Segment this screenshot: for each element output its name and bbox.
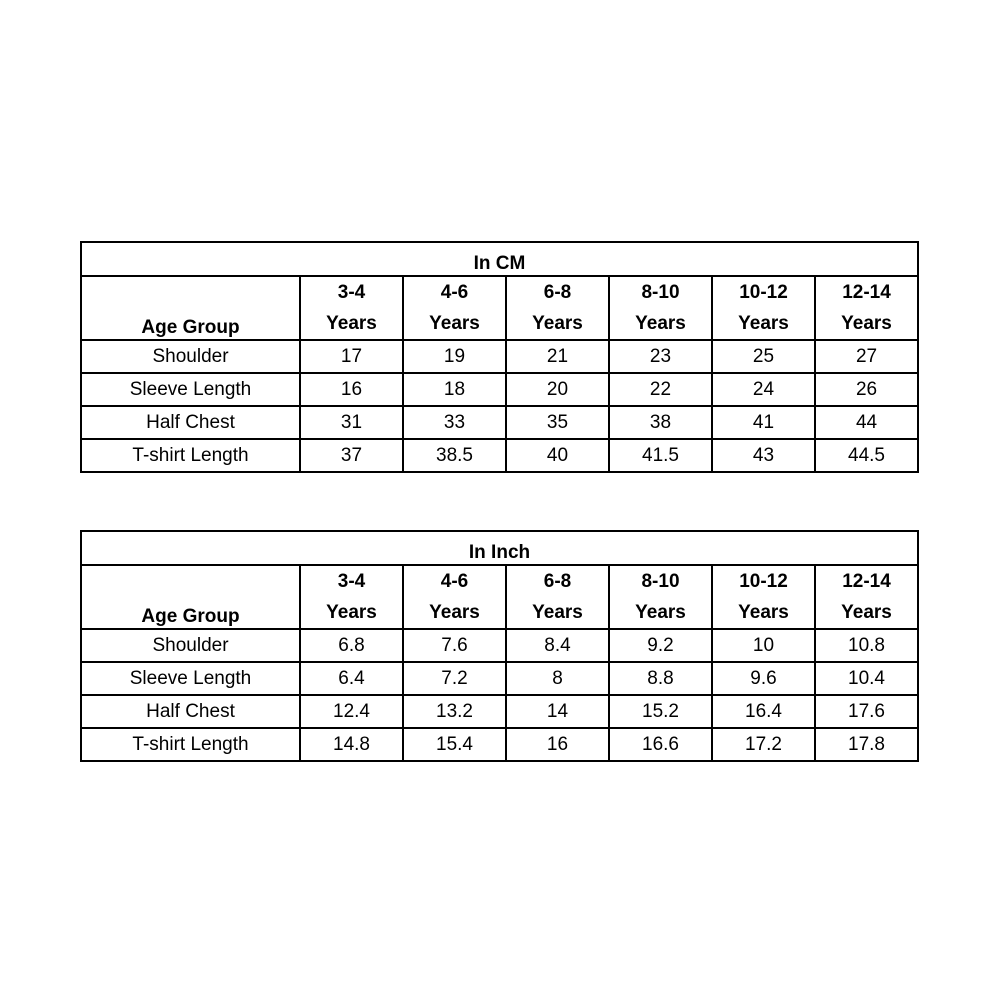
table-cell: 20 — [506, 373, 609, 406]
table-cell: 16 — [506, 728, 609, 761]
column-header-unit: Years — [738, 313, 789, 334]
table-cell: 6.8 — [300, 629, 403, 662]
table-row — [81, 406, 918, 439]
column-header — [403, 276, 506, 340]
table-cell: 35 — [506, 406, 609, 439]
column-header-range: 6-8 — [543, 571, 572, 592]
column-header — [815, 276, 918, 340]
table-cell: 10.4 — [815, 662, 918, 695]
table-cell: 16.4 — [712, 695, 815, 728]
column-header — [506, 276, 609, 340]
column-header-unit: Years — [429, 602, 480, 623]
table-cell: 33 — [403, 406, 506, 439]
column-header — [403, 565, 506, 629]
table-cell: 16 — [300, 373, 403, 406]
table-cell: 7.2 — [403, 662, 506, 695]
table-cell: 24 — [712, 373, 815, 406]
table-cell: 13.2 — [403, 695, 506, 728]
table-row — [81, 373, 918, 406]
row-label: Half Chest — [81, 695, 300, 728]
column-header-unit: Years — [429, 313, 480, 334]
table-cell: 17.2 — [712, 728, 815, 761]
table-title-row — [81, 531, 918, 565]
column-header-range: 8-10 — [641, 571, 680, 592]
column-header-range: 12-14 — [842, 282, 891, 303]
column-header-unit: Years — [532, 313, 583, 334]
column-header-range: 10-12 — [739, 571, 788, 592]
column-header — [300, 276, 403, 340]
table-cell: 31 — [300, 406, 403, 439]
row-label: Shoulder — [81, 629, 300, 662]
column-header — [609, 276, 712, 340]
column-header-range: 10-12 — [739, 282, 788, 303]
table-title-row — [81, 242, 918, 276]
row-label: T-shirt Length — [81, 728, 300, 761]
column-header-range: 12-14 — [842, 571, 891, 592]
age-group-header: Age Group — [81, 276, 300, 340]
table-row — [81, 662, 918, 695]
table-header-row — [81, 565, 918, 629]
table-cell: 41 — [712, 406, 815, 439]
table-cell: 17.8 — [815, 728, 918, 761]
column-header-unit: Years — [738, 602, 789, 623]
column-header — [506, 565, 609, 629]
row-label: T-shirt Length — [81, 439, 300, 472]
table-cell: 19 — [403, 340, 506, 373]
table-cell: 14 — [506, 695, 609, 728]
table-cell: 8.8 — [609, 662, 712, 695]
table-cell: 6.4 — [300, 662, 403, 695]
row-label: Shoulder — [81, 340, 300, 373]
size-table-cm — [80, 241, 919, 473]
table-cell: 17.6 — [815, 695, 918, 728]
table-row — [81, 695, 918, 728]
column-header — [815, 565, 918, 629]
table-header-row — [81, 276, 918, 340]
table-cell: 8.4 — [506, 629, 609, 662]
table-row — [81, 439, 918, 472]
column-header-range: 4-6 — [440, 282, 469, 303]
table-title: In CM — [81, 242, 918, 276]
table-cell: 17 — [300, 340, 403, 373]
column-header-range: 8-10 — [641, 282, 680, 303]
table-cell: 37 — [300, 439, 403, 472]
table-cell: 10.8 — [815, 629, 918, 662]
table-cell: 18 — [403, 373, 506, 406]
table-cell: 15.2 — [609, 695, 712, 728]
age-group-header: Age Group — [81, 565, 300, 629]
column-header — [712, 565, 815, 629]
table-cell: 14.8 — [300, 728, 403, 761]
table-cell: 27 — [815, 340, 918, 373]
table-row — [81, 728, 918, 761]
row-label: Half Chest — [81, 406, 300, 439]
column-header-unit: Years — [635, 602, 686, 623]
column-header-range: 6-8 — [543, 282, 572, 303]
table-cell: 9.6 — [712, 662, 815, 695]
table-cell: 21 — [506, 340, 609, 373]
column-header-unit: Years — [841, 313, 892, 334]
column-header-unit: Years — [326, 313, 377, 334]
table-row — [81, 340, 918, 373]
column-header-unit: Years — [841, 602, 892, 623]
table-cell: 22 — [609, 373, 712, 406]
table-cell: 41.5 — [609, 439, 712, 472]
table-cell: 26 — [815, 373, 918, 406]
column-header — [712, 276, 815, 340]
column-header — [300, 565, 403, 629]
row-label: Sleeve Length — [81, 373, 300, 406]
column-header — [609, 565, 712, 629]
table-cell: 15.4 — [403, 728, 506, 761]
table-title: In Inch — [81, 531, 918, 565]
column-header-range: 4-6 — [440, 571, 469, 592]
column-header-unit: Years — [635, 313, 686, 334]
column-header-unit: Years — [326, 602, 377, 623]
table-cell: 40 — [506, 439, 609, 472]
table-cell: 9.2 — [609, 629, 712, 662]
column-header-range: 3-4 — [337, 571, 366, 592]
row-label: Sleeve Length — [81, 662, 300, 695]
table-cell: 38.5 — [403, 439, 506, 472]
column-header-unit: Years — [532, 602, 583, 623]
table-cell: 43 — [712, 439, 815, 472]
table-cell: 23 — [609, 340, 712, 373]
column-header-range: 3-4 — [337, 282, 366, 303]
table-cell: 38 — [609, 406, 712, 439]
table-cell: 16.6 — [609, 728, 712, 761]
table-cell: 25 — [712, 340, 815, 373]
table-cell: 12.4 — [300, 695, 403, 728]
table-cell: 44 — [815, 406, 918, 439]
table-cell: 7.6 — [403, 629, 506, 662]
table-cell: 10 — [712, 629, 815, 662]
size-table-inch — [80, 530, 919, 762]
table-row — [81, 629, 918, 662]
table-cell: 8 — [506, 662, 609, 695]
table-cell: 44.5 — [815, 439, 918, 472]
